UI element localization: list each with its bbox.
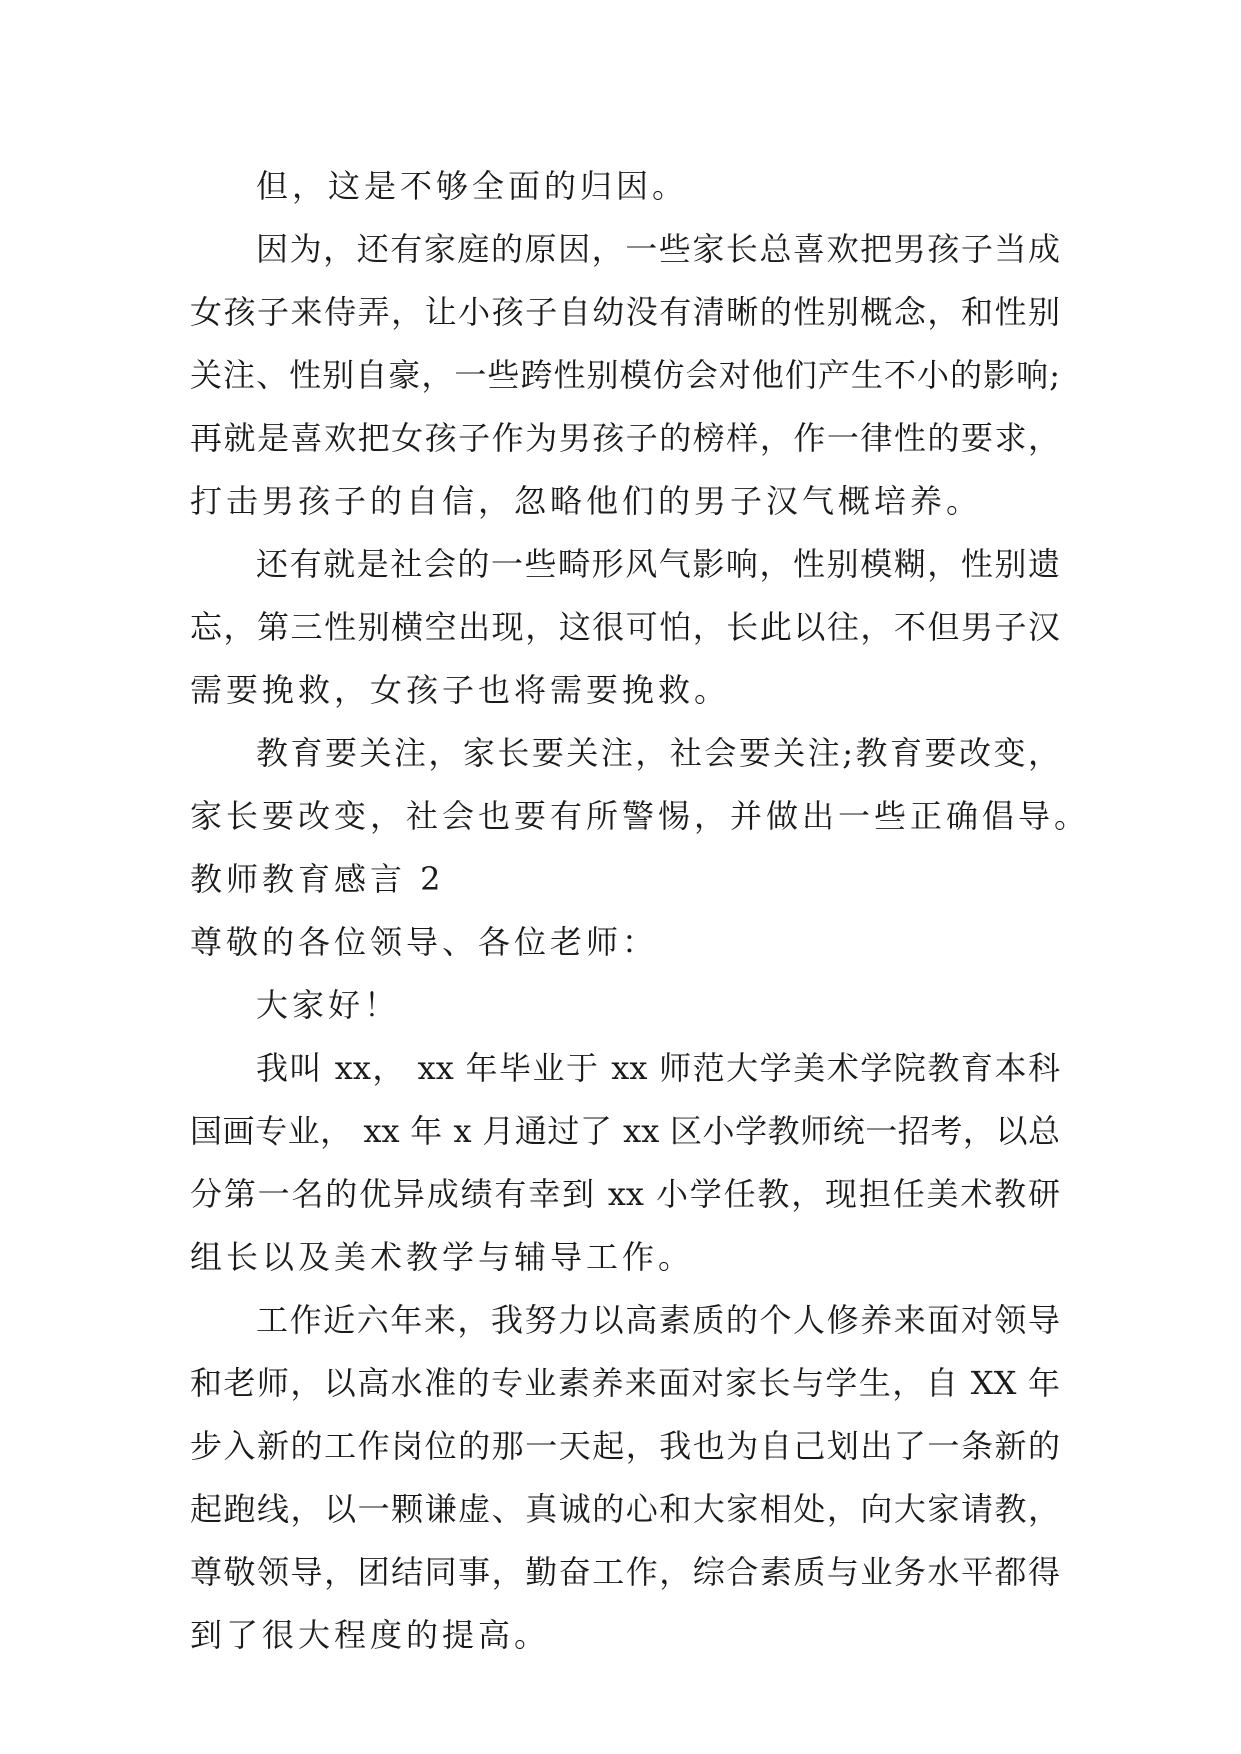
text-line: 忘，第三性别横空出现，这很可怕，长此以往，不但男子汉 <box>190 608 1060 646</box>
text-line: 家长要改变，社会也要有所警惕，并做出一些正确倡导。 <box>190 797 1091 835</box>
text-line: 教育要关注，家长要关注，社会要关注;教育要改变， <box>256 734 1060 772</box>
text-line: 和老师，以高水准的专业素养来面对家长与学生，自 XX 年 <box>190 1364 1060 1402</box>
text-line: 关注、性别自豪，一些跨性别模仿会对他们产生不小的影响; <box>190 356 1060 394</box>
text-line: 大家好！ <box>256 986 401 1024</box>
text-line: 工作近六年来，我努力以高素质的个人修养来面对领导 <box>256 1301 1060 1339</box>
text-line: 尊敬的各位领导、各位老师： <box>190 923 659 961</box>
text-line: 需要挽救，女孩子也将需要挽救。 <box>190 671 731 709</box>
text-line: 打击男孩子的自信，忽略他们的男子汉气概培养。 <box>190 482 983 520</box>
text-line: 起跑线，以一颗谦虚、真诚的心和大家相处，向大家请教， <box>190 1490 1060 1528</box>
text-line: 还有就是社会的一些畸形风气影响，性别模糊，性别遗 <box>256 545 1060 583</box>
document-body <box>190 155 1091 1667</box>
text-line: 因为，还有家庭的原因，一些家长总喜欢把男孩子当成 <box>256 230 1060 268</box>
text-line: 组长以及美术教学与辅导工作。 <box>190 1238 695 1276</box>
text-line: 步入新的工作岗位的那一天起，我也为自己划出了一条新的 <box>190 1427 1060 1465</box>
text-line: 国画专业， xx 年 x 月通过了 xx 区小学教师统一招考，以总 <box>190 1112 1060 1150</box>
text-line: 女孩子来侍弄，让小孩子自幼没有清晰的性别概念，和性别 <box>190 293 1060 331</box>
text-line: 尊敬领导，团结同事，勤奋工作，综合素质与业务水平都得 <box>190 1553 1060 1591</box>
text-line: 再就是喜欢把女孩子作为男孩子的榜样，作一律性的要求， <box>190 419 1060 457</box>
text-line: 但，这是不够全面的归因。 <box>256 167 689 205</box>
text-line: 我叫 xx， xx 年毕业于 xx 师范大学美术学院教育本科 <box>256 1049 1060 1087</box>
text-line: 教师教育感言 2 <box>190 860 445 898</box>
text-line: 到了很大程度的提高。 <box>190 1616 551 1654</box>
text-line: 分第一名的优异成绩有幸到 xx 小学任教，现担任美术教研 <box>190 1175 1060 1213</box>
